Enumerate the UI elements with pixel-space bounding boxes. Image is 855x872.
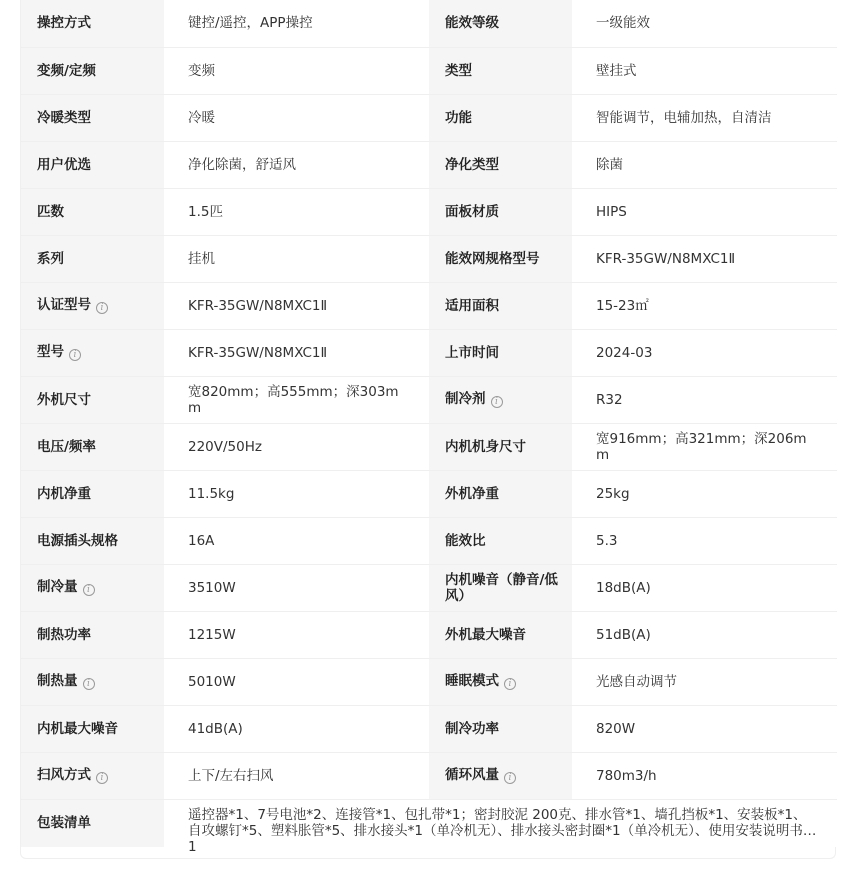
spec-value-cell (164, 94, 429, 141)
spec-label: 制冷剂 (445, 391, 486, 407)
spec-value: R32 (596, 391, 623, 408)
spec-label: 冷暖类型 (37, 109, 91, 126)
spec-value-cell (164, 470, 429, 517)
spec-label: 能效网规格型号 (445, 250, 540, 267)
spec-label: 用户优选 (37, 156, 91, 173)
spec-value-cell (164, 611, 429, 658)
spec-value-cell (164, 282, 429, 329)
spec-value-cell (572, 611, 837, 658)
spec-value-cell (572, 376, 837, 423)
package-value: 遥控器*1、7号电池*2、连接管*1、包扎带*1；密封胶泥 200克、排水管*1、墙孔挡板*1、安装板*1、自攻螺钉*5、塑料胀管*5、排水接头*1（单冷机无）、排水接头密封圈*1（单冷机无）、使用安装说明书*1 (188, 807, 810, 856)
spec-value: 变频 (188, 62, 215, 79)
spec-value-cell (572, 658, 837, 705)
spec-label-cell (21, 282, 164, 329)
spec-row (21, 329, 837, 376)
spec-label-cell (429, 705, 572, 752)
spec-label: 变频/定频 (37, 62, 96, 79)
spec-row (21, 752, 837, 799)
spec-label-cell (21, 188, 164, 235)
spec-value: 3510W (188, 579, 236, 596)
spec-panel (20, 0, 836, 859)
spec-value: 18dB(A) (596, 579, 651, 596)
spec-row (21, 376, 837, 423)
spec-label-cell (429, 658, 572, 705)
spec-value-cell (164, 423, 429, 470)
spec-label-cell (429, 0, 572, 47)
spec-value: 净化除菌，舒适风 (188, 156, 296, 173)
spec-label-cell (21, 235, 164, 282)
info-circle-icon[interactable]: i (96, 302, 108, 314)
spec-value-cell (164, 47, 429, 94)
spec-label: 内机最大噪音 (37, 720, 118, 737)
spec-value-cell (572, 423, 837, 470)
spec-label: 电压/频率 (37, 438, 96, 455)
spec-label: 功能 (445, 109, 472, 126)
spec-row (21, 47, 837, 94)
spec-label: 匹数 (37, 203, 64, 220)
spec-value: KFR-35GW/N8MXC1Ⅱ (188, 297, 328, 314)
spec-label-cell (429, 94, 572, 141)
spec-value: 一级能效 (596, 15, 650, 32)
spec-value-cell (164, 517, 429, 564)
spec-row (21, 423, 837, 470)
spec-label: 能效比 (445, 532, 486, 549)
spec-label: 制冷功率 (445, 720, 499, 737)
spec-label: 型号 (37, 344, 64, 360)
spec-value: 51dB(A) (596, 626, 651, 643)
spec-label-cell (21, 94, 164, 141)
spec-label: 内机噪音（静音/低风） (445, 571, 558, 604)
spec-label-cell (21, 141, 164, 188)
spec-value-cell (164, 0, 429, 47)
spec-value-cell (572, 188, 837, 235)
spec-label: 净化类型 (445, 156, 499, 173)
spec-label-cell (429, 235, 572, 282)
spec-value: 智能调节，电辅加热，自清洁 (596, 109, 772, 126)
spec-label-cell (429, 470, 572, 517)
spec-value-cell (572, 564, 837, 611)
package-value-cell (164, 799, 837, 856)
spec-value-cell (572, 705, 837, 752)
spec-label: 制热量 (37, 673, 78, 689)
spec-value: 除菌 (596, 156, 623, 173)
spec-label: 睡眠模式 (445, 673, 499, 689)
spec-label: 类型 (445, 62, 472, 79)
spec-row (21, 517, 837, 564)
spec-label: 制冷量 (37, 579, 78, 595)
spec-value: 15-23㎡ (596, 297, 649, 314)
spec-row (21, 188, 837, 235)
spec-row (21, 94, 837, 141)
spec-value-cell (572, 517, 837, 564)
spec-label-cell (21, 517, 164, 564)
spec-value: 220V/50Hz (188, 438, 262, 455)
spec-value: 冷暖 (188, 109, 215, 126)
spec-label-cell (429, 329, 572, 376)
spec-label: 系列 (37, 250, 64, 267)
spec-label: 循环风量 (445, 767, 499, 783)
spec-row (21, 611, 837, 658)
spec-row (21, 282, 837, 329)
spec-value-cell (164, 235, 429, 282)
spec-value-cell (572, 94, 837, 141)
spec-value-cell (164, 658, 429, 705)
spec-value-cell (164, 376, 429, 423)
spec-label-cell (429, 423, 572, 470)
spec-row (21, 705, 837, 752)
spec-row (21, 235, 837, 282)
spec-value: 壁挂式 (596, 62, 637, 79)
spec-row (21, 658, 837, 705)
spec-label-cell (429, 141, 572, 188)
spec-row (21, 564, 837, 611)
spec-value: 820W (596, 720, 636, 737)
spec-label-cell (21, 329, 164, 376)
spec-label: 操控方式 (37, 15, 91, 32)
spec-value-cell (572, 470, 837, 517)
package-label: 包装清单 (37, 815, 91, 832)
spec-label-cell (429, 376, 572, 423)
spec-label-cell (21, 564, 164, 611)
spec-label-cell (429, 752, 572, 799)
spec-value: 16A (188, 532, 215, 549)
spec-label-cell (21, 47, 164, 94)
info-circle-icon[interactable]: i (83, 678, 95, 690)
spec-value: 上下/左右扫风 (188, 767, 274, 784)
info-circle-icon[interactable]: i (96, 772, 108, 784)
spec-value: 5010W (188, 673, 236, 690)
spec-label: 上市时间 (445, 344, 499, 361)
spec-value: HIPS (596, 203, 627, 220)
spec-label: 内机净重 (37, 485, 91, 502)
spec-value: 11.5kg (188, 485, 235, 502)
spec-value: 5.3 (596, 532, 618, 549)
info-circle-icon[interactable]: i (83, 584, 95, 596)
spec-label-cell (429, 517, 572, 564)
spec-label-cell (429, 611, 572, 658)
spec-label: 电源插头规格 (37, 532, 118, 549)
spec-value-cell (164, 188, 429, 235)
spec-label: 面板材质 (445, 203, 499, 220)
spec-label: 认证型号 (37, 297, 91, 313)
spec-label-cell (21, 423, 164, 470)
spec-value: 宽820mm；高555mm；深303mm (188, 383, 399, 416)
spec-value-cell (572, 141, 837, 188)
spec-value-cell (164, 329, 429, 376)
spec-label-cell (429, 188, 572, 235)
spec-label: 外机最大噪音 (445, 626, 526, 643)
spec-label: 外机净重 (445, 485, 499, 502)
spec-label-cell (21, 752, 164, 799)
spec-value: KFR-35GW/N8MXC1Ⅱ (188, 344, 328, 361)
spec-value-cell (572, 47, 837, 94)
spec-label-cell (21, 0, 164, 47)
spec-label-cell (429, 47, 572, 94)
spec-value-cell (164, 564, 429, 611)
spec-value-cell (572, 752, 837, 799)
spec-label: 制热功率 (37, 626, 91, 643)
spec-value: KFR-35GW/N8MXC1Ⅱ (596, 250, 736, 267)
spec-row (21, 0, 837, 47)
spec-value: 780m3/h (596, 767, 657, 784)
spec-value-cell (572, 0, 837, 47)
package-row (21, 799, 837, 847)
spec-value: 41dB(A) (188, 720, 243, 737)
info-circle-icon[interactable]: i (491, 396, 503, 408)
spec-label: 扫风方式 (37, 767, 91, 783)
spec-label: 外机尺寸 (37, 391, 91, 408)
spec-value-cell (164, 752, 429, 799)
spec-value-cell (164, 705, 429, 752)
spec-label: 能效等级 (445, 15, 499, 32)
spec-row (21, 141, 837, 188)
spec-row (21, 470, 837, 517)
info-circle-icon[interactable]: i (69, 349, 81, 361)
spec-value: 宽916mm；高321mm；深206mm (596, 430, 807, 463)
spec-label-cell (429, 282, 572, 329)
spec-label-cell (21, 470, 164, 517)
spec-value: 1.5匹 (188, 203, 223, 220)
spec-value: 25kg (596, 485, 630, 502)
package-label-cell (21, 799, 164, 847)
spec-value-cell (572, 235, 837, 282)
spec-value: 挂机 (188, 250, 215, 267)
spec-value: 光感自动调节 (596, 673, 677, 690)
spec-label-cell (21, 658, 164, 705)
info-circle-icon[interactable]: i (504, 772, 516, 784)
spec-value-cell (572, 282, 837, 329)
spec-label-cell (21, 376, 164, 423)
spec-label-cell (429, 564, 572, 611)
spec-label-cell (21, 705, 164, 752)
spec-label-cell (21, 611, 164, 658)
spec-table (21, 0, 837, 856)
spec-value-cell (572, 329, 837, 376)
spec-label: 适用面积 (445, 297, 499, 314)
spec-value: 2024-03 (596, 344, 653, 361)
spec-value: 键控/遥控，APP操控 (188, 15, 313, 32)
spec-value: 1215W (188, 626, 236, 643)
info-circle-icon[interactable]: i (504, 678, 516, 690)
spec-value-cell (164, 141, 429, 188)
spec-label: 内机机身尺寸 (445, 438, 526, 455)
